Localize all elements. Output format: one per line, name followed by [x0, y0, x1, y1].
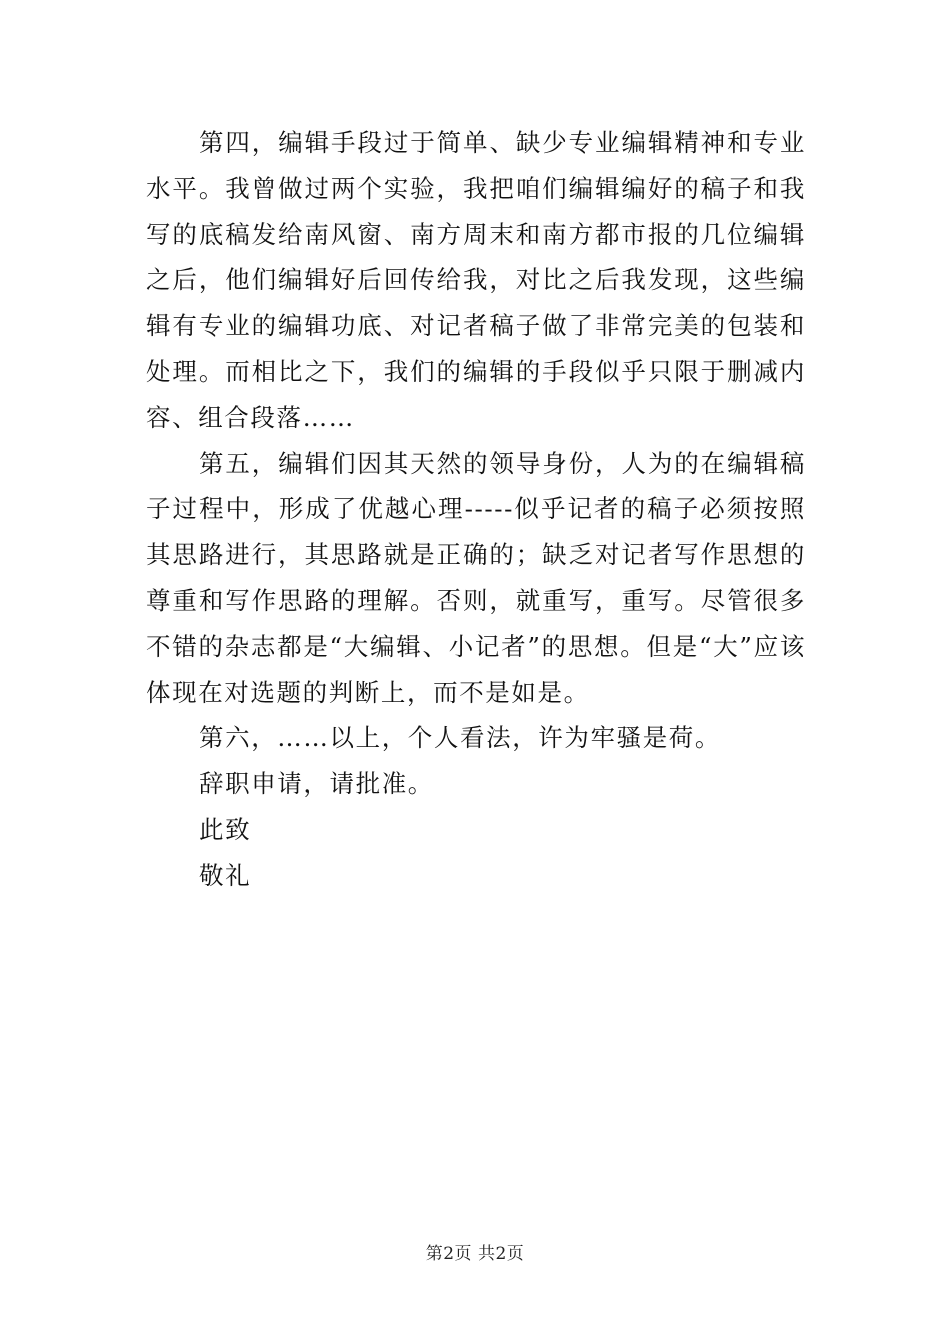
closing-line: 此致: [199, 814, 252, 844]
paragraph-fourth-point: 第四，编辑手段过于简单、缺少专业编辑精神和专业水平。我曾做过两个实验，我把咱们编辑编好的稿子和我写的底稿发给南风窗、南方周末和南方都市报的几位编辑之后，他们编辑好后回传给我，对比之后我发现，这些编辑有专业的编辑功底、对记者稿子做了非常完美的包装和处理。而相比之下，我们的编辑的手段似乎只限于删减内容、组合段落……: [146, 128, 806, 432]
page-number-footer: 第2页 共2页: [425, 1244, 525, 1264]
paragraph-sixth-point: 第六，……以上，个人看法，许为牢骚是荷。: [199, 723, 721, 753]
resignation-request-line: 辞职申请，请批准。: [199, 769, 434, 799]
document-body: [146, 120, 806, 899]
salutation-line: 敬礼: [199, 860, 252, 890]
paragraph-fifth-point: 第五，编辑们因其天然的领导身份，人为的在编辑稿子过程中，形成了优越心理-----似乎记者的稿子必须按照其思路进行，其思路就是正确的；缺乏对记者写作思想的尊重和写作思路的理解。否则，就重写，重写。尽管很多不错的杂志都是“大编辑、小记者”的思想。但是“大”应该体现在对选题的判断上，而不是如是。: [146, 448, 806, 707]
